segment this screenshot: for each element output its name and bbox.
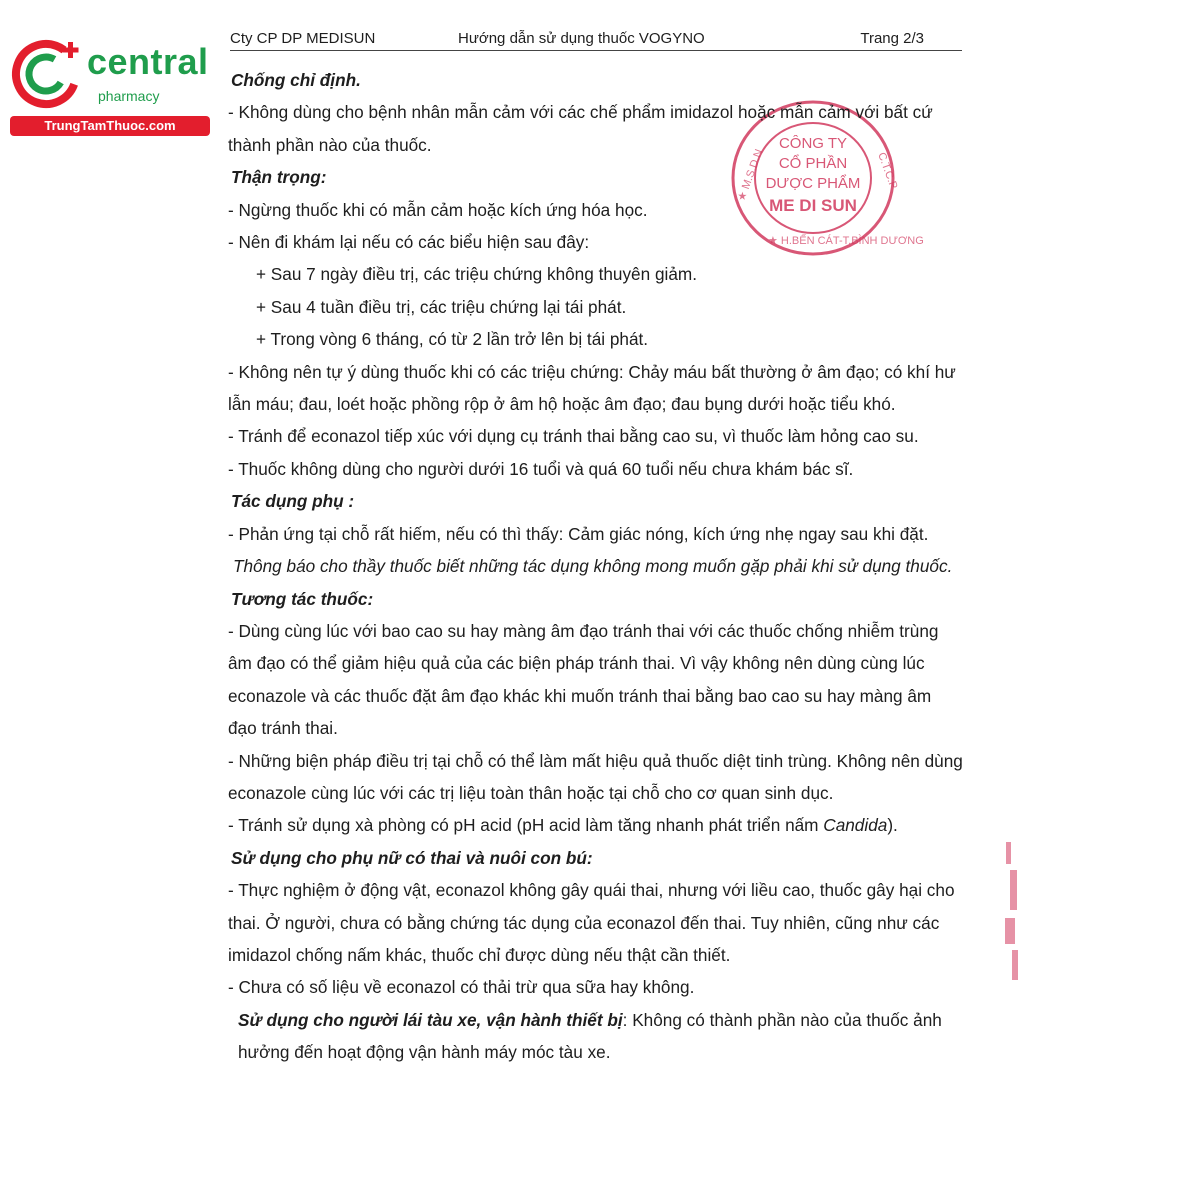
partial-stamp-edge	[1000, 838, 1024, 988]
svg-text:★ M.S.D.N: ★ M.S.D.N	[735, 147, 766, 204]
pregnancy-heading: Sử dụng cho phụ nữ có thai và nuôi con bú:	[231, 847, 593, 868]
interaction-item-end: ).	[887, 815, 898, 836]
side-effect-note: Thông báo cho thầy thuốc biết những tác dụng không mong muốn gặp phải khi sử dụng thuốc.	[233, 556, 953, 577]
svg-text:C.T.C.P: C.T.C.P	[875, 150, 900, 191]
driving-text: : Không có thành phần nào của thuốc ảnh hưởng đến hoạt động vận hành máy móc tàu xe.	[238, 1009, 942, 1063]
side-effects-heading: Tác dụng phụ :	[231, 491, 355, 512]
document-body	[228, 64, 964, 1069]
precaution-item: - Tránh để econazol tiếp xúc với dụng cụ tránh thai bằng cao su, vì thuốc làm hỏng cao su.	[228, 426, 919, 447]
contraindications-heading: Chống chỉ định.	[231, 70, 361, 90]
logo-subtitle: pharmacy	[98, 88, 160, 104]
stamp-line-2: CỔ PHẦN	[778, 155, 848, 172]
pharmacy-logo[interactable]	[10, 38, 215, 138]
logo-brand-name: central	[87, 41, 209, 82]
interactions-heading: Tương tác thuốc:	[231, 588, 374, 609]
stamp-line-4: ME DI SUN	[769, 196, 857, 215]
precaution-subitem: + Trong vòng 6 tháng, có từ 2 lần trở lên bị tái phát.	[256, 329, 649, 350]
precaution-item: - Không nên tự ý dùng thuốc khi có các triệu chứng: Chảy máu bất thường ở âm đạo; có khí hư lẫn máu; đau, loét hoặc phồng rộp ở âm hộ hoặc âm đạo; đau bụng dưới hoặc tiểu khó.	[228, 361, 956, 415]
precaution-item: - Thuốc không dùng cho người dưới 16 tuổi và quá 60 tuổi nếu chưa khám bác sĩ.	[228, 458, 854, 479]
side-effect-item: - Phản ứng tại chỗ rất hiếm, nếu có thì thấy: Cảm giác nóng, kích ứng nhẹ ngay sau khi đặt.	[228, 523, 929, 544]
driving-paragraph	[228, 1004, 964, 1069]
interaction-item	[228, 809, 964, 841]
document-header	[230, 28, 962, 51]
header-title: Hướng dẫn sử dụng thuốc VOGYNO	[458, 30, 705, 47]
header-page-number: Trang 2/3	[860, 30, 924, 47]
header-company: Cty CP DP MEDISUN	[230, 30, 376, 47]
interaction-item-text: - Tránh sử dụng xà phòng có pH acid (pH acid làm tăng nhanh phát triển nấm	[228, 815, 824, 836]
svg-text:★ H.BẾN CÁT-T.BÌNH DƯƠNG: ★ H.BẾN CÁT-T.BÌNH DƯƠNG	[768, 235, 924, 247]
central-pharmacy-logo-icon	[10, 38, 90, 116]
precautions-heading: Thận trọng:	[231, 167, 327, 188]
precaution-subitem: + Sau 4 tuần điều trị, các triệu chứng lại tái phát.	[256, 296, 627, 317]
precaution-item: - Ngừng thuốc khi có mẫn cảm hoặc kích ứng hóa học.	[228, 199, 648, 220]
interaction-item: - Dùng cùng lúc với bao cao su hay màng âm đạo tránh thai với các thuốc chống nhiễm trùng âm đạo có thể giảm hiệu quả của các biện pháp tránh thai. Vì vậy không nên dùng cùng lúc econazole và các thuốc đặt âm đạo khác khi muốn tránh thai bằng bao cao su hay màng âm đạo tránh thai.	[228, 620, 939, 739]
precaution-item: - Nên đi khám lại nếu có các biểu hiện sau đây:	[228, 232, 590, 253]
stamp-line-3: DƯỢC PHẨM	[765, 175, 861, 192]
pregnancy-item: - Chưa có số liệu về econazol có thải trừ qua sữa hay không.	[228, 977, 695, 998]
interaction-item: - Những biện pháp điều trị tại chỗ có thể làm mất hiệu quả thuốc diệt tinh trùng. Không nên dùng econazole cùng lúc với các trị liệu toàn thân hoặc tại chỗ cho cơ quan sinh dục.	[228, 750, 963, 803]
contraindication-item: - Không dùng cho bệnh nhân mẫn cảm với các chế phẩm imidazol hoặc mẫn cảm với bất cứ thành phần nào của thuốc.	[228, 102, 933, 155]
stamp-line-1: CÔNG TY	[778, 135, 848, 152]
pregnancy-item: - Thực nghiệm ở động vật, econazol không gây quái thai, nhưng với liều cao, thuốc gây hại cho thai. Ở người, chưa có bằng chứng tác dụng của econazol đến thai. Tuy nhiên, cũng như các imidazol chống nấm khác, thuốc chỉ được dùng nếu thật cần thiết.	[228, 880, 955, 965]
driving-heading: Sử dụng cho người lái tàu xe, vận hành thiết bị	[238, 1009, 623, 1030]
logo-url-banner[interactable]: TrungTamThuoc.com	[10, 116, 210, 136]
precaution-subitem: + Sau 7 ngày điều trị, các triệu chứng không thuyên giảm.	[256, 264, 697, 285]
candida-term: Candida	[823, 815, 888, 836]
